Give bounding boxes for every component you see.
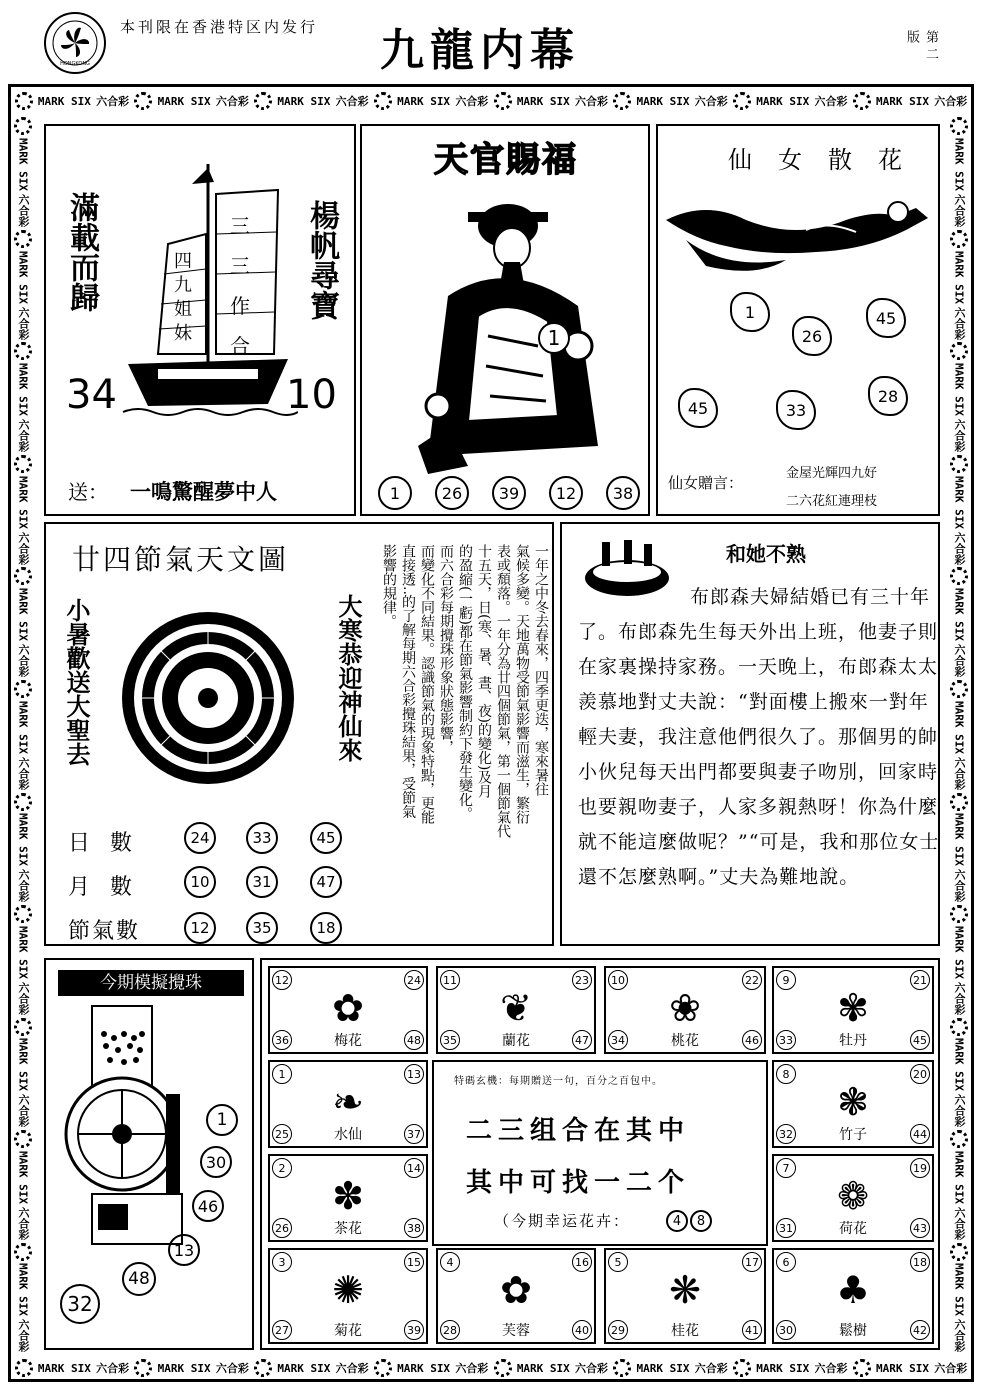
mark-six-text: MARK SIX [952, 700, 966, 754]
solar-right-verse: 大寒恭迎神仙來 [334, 594, 363, 762]
mark-six-cn-text: 六合彩 [934, 1362, 968, 1375]
flower-ornament-icon [950, 905, 968, 923]
mark-six-cn-text: 六合彩 [215, 1362, 249, 1375]
draw-ball: 32 [60, 1284, 100, 1324]
mark-six-cn-text: 六合彩 [953, 1319, 966, 1353]
draw-ball: 30 [200, 1146, 232, 1178]
page-title: 九龍内幕 [380, 25, 580, 76]
distribution-note: 本刊限在香港特区内发行 [120, 18, 319, 36]
flower-number: 18 [910, 1252, 930, 1272]
sail-char: 四 [174, 251, 192, 272]
flower-cell [268, 1154, 428, 1242]
flower-number: 31 [776, 1218, 796, 1238]
mark-six-cn-text: 六合彩 [953, 1206, 966, 1240]
flower-number: 26 [272, 1218, 292, 1238]
flower-ornament-icon [950, 1018, 968, 1036]
flower-cell [772, 1060, 934, 1148]
flower-number: 43 [910, 1218, 930, 1238]
flower-number: 23 [572, 970, 592, 990]
flower-number: 36 [272, 1030, 292, 1050]
flower-number: 35 [440, 1030, 460, 1050]
flower-ornament-icon [14, 455, 32, 473]
flower-ornament-icon [15, 1359, 33, 1377]
mark-six-cn-text: 六合彩 [17, 981, 30, 1015]
draw-ball: 46 [192, 1190, 224, 1222]
god-title: 天官賜福 [434, 140, 578, 180]
mark-six-cn-text: 六合彩 [17, 531, 30, 565]
sail-char: 三 [230, 214, 250, 238]
riddle-note: 特碼玄機：每期贈送一句，百分之百包中。 [454, 1076, 663, 1087]
mark-six-text: MARK SIX [636, 1361, 690, 1375]
mark-six-cn-text: 六合彩 [17, 1319, 30, 1353]
flower-ornament-icon [733, 1359, 751, 1377]
edition-label: 第二版 [904, 30, 938, 64]
ship-number-left: 34 [66, 372, 117, 418]
mark-six-cn-text: 六合彩 [17, 194, 30, 228]
flower-number: 39 [404, 1320, 424, 1340]
lottery-machine-icon [62, 1004, 202, 1254]
flower-number: 2 [272, 1158, 292, 1178]
fairy-panel [656, 124, 940, 516]
flower-number: 11 [440, 970, 460, 990]
flower-ornament-icon [950, 680, 968, 698]
flower-ornament-icon [374, 92, 392, 110]
flower-number: 46 [742, 1030, 762, 1050]
flower-ornament-icon [950, 1243, 968, 1261]
flower-icon: ❃ [837, 1080, 869, 1124]
flower-ornament-icon [613, 1359, 631, 1377]
fairy-number: 28 [868, 376, 908, 416]
flower-cell [268, 1248, 428, 1344]
flower-number: 29 [608, 1320, 628, 1340]
flying-fairy-icon [666, 190, 932, 280]
flower-ornament-icon [950, 117, 968, 135]
flower-cell [604, 1248, 766, 1344]
flower-ornament-icon [733, 92, 751, 110]
god-number: 12 [549, 476, 583, 510]
flower-ornament-icon [14, 342, 32, 360]
mark-six-text: MARK SIX [16, 138, 30, 192]
flower-icon: ✾ [837, 986, 869, 1030]
flower-ornament-icon [494, 1359, 512, 1377]
mark-six-cn-text: 六合彩 [335, 95, 369, 108]
mark-six-text: MARK SIX [952, 1263, 966, 1317]
page-header [0, 0, 982, 80]
mark-six-text: MARK SIX [16, 1150, 30, 1204]
mark-six-cn-text: 六合彩 [17, 419, 30, 453]
god-number: 26 [435, 476, 469, 510]
fairy-number: 33 [776, 390, 816, 430]
flower-number: 45 [910, 1030, 930, 1050]
solar-row-label: 月數 [68, 875, 153, 900]
flower-icon: ❦ [500, 986, 532, 1030]
mark-six-cn-text: 六合彩 [953, 306, 966, 340]
flower-number: 1 [272, 1064, 292, 1084]
mark-six-text: MARK SIX [277, 94, 331, 108]
center-riddle-box [432, 1060, 768, 1246]
mark-six-text: MARK SIX [397, 94, 451, 108]
mark-six-cn-text: 六合彩 [17, 1094, 30, 1128]
flower-number: 12 [272, 970, 292, 990]
flower-ornament-icon [14, 1130, 32, 1148]
solar-title: 廿四節氣天文圖 [72, 543, 290, 576]
mark-six-text: MARK SIX [157, 1361, 211, 1375]
mark-six-cn-text: 六合彩 [953, 194, 966, 228]
mark-six-text: MARK SIX [952, 250, 966, 304]
flower-number: 10 [608, 970, 628, 990]
flower-ornament-icon [950, 567, 968, 585]
flower-number: 48 [404, 1030, 424, 1050]
ship-number-right: 10 [286, 372, 337, 418]
heavenly-official-icon [408, 186, 608, 476]
flower-number: 28 [440, 1320, 460, 1340]
sail-char: 九 [174, 275, 192, 296]
flower-name: 菊花 [334, 1323, 362, 1339]
sail-char: 姐 [174, 299, 192, 320]
mark-six-cn-text: 六合彩 [17, 756, 30, 790]
fairy-line: 金屋光輝四九好 [786, 466, 878, 481]
flower-number: 5 [608, 1252, 628, 1272]
mark-six-cn-text: 六合彩 [575, 95, 609, 108]
mark-six-text: MARK SIX [952, 363, 966, 417]
bauhinia-logo-icon [44, 12, 106, 74]
solar-number: 33 [246, 822, 278, 854]
flower-number: 47 [572, 1030, 592, 1050]
flower-ornament-icon [950, 1130, 968, 1148]
flower-ornament-icon [950, 342, 968, 360]
mark-six-cn-text: 六合彩 [17, 1206, 30, 1240]
ship-left-verse: 滿載而歸 [64, 192, 99, 312]
draw-panel [44, 958, 254, 1350]
flower-ornament-icon [254, 92, 272, 110]
mark-six-strip-right [948, 116, 970, 1354]
flower-cell [268, 1060, 428, 1148]
lucky-number: 8 [690, 1210, 712, 1232]
ship-panel [44, 124, 356, 516]
story-text: 布郎森夫婦結婚已有三十年了。布郎森先生每天外出上班，他妻子則在家裏操持家務。一天晚上，布郎森太太羨慕地對丈夫說：“對面樓上搬來一對年輕夫妻，我注意他們很久了。那個男的帥小伙兒每天出門都要與妻子吻別，回家時也要親吻妻子，人家多親熱呀！你為什麼就不能這麼做呢？”“可是，我和那位女士還不怎麼熟啊。”丈夫為難地說。 [578, 586, 940, 888]
flower-number: 25 [272, 1124, 292, 1144]
flower-icon: ❁ [837, 1174, 869, 1218]
flower-number: 34 [608, 1030, 628, 1050]
mark-six-cn-text: 六合彩 [814, 95, 848, 108]
mark-six-cn-text: 六合彩 [953, 1094, 966, 1128]
flower-ornament-icon [853, 92, 871, 110]
solar-number: 10 [184, 866, 216, 898]
solar-number: 35 [246, 912, 278, 944]
flower-icon: ♣ [835, 1268, 871, 1312]
svg-text:HONGKONG: HONGKONG [60, 61, 90, 67]
draw-ball: 13 [168, 1234, 200, 1266]
flower-icon: ✽ [332, 1174, 364, 1218]
mark-six-text: MARK SIX [952, 925, 966, 979]
flower-name: 桂花 [671, 1323, 699, 1339]
flower-ornament-icon [15, 92, 33, 110]
mark-six-text: MARK SIX [397, 1361, 451, 1375]
solar-number: 45 [310, 822, 342, 854]
flower-number: 33 [776, 1030, 796, 1050]
flower-number: 30 [776, 1320, 796, 1340]
mark-six-text: MARK SIX [37, 1361, 91, 1375]
mark-six-cn-text: 六合彩 [953, 531, 966, 565]
flower-number: 8 [776, 1064, 796, 1084]
draw-title: 今期模擬攪珠 [58, 970, 244, 996]
flower-ornament-icon [374, 1359, 392, 1377]
flower-number: 17 [742, 1252, 762, 1272]
story-title: 和她不熟 [726, 542, 806, 566]
draw-ball: 1 [206, 1104, 238, 1136]
mark-six-cn-text: 六合彩 [215, 95, 249, 108]
flower-number: 20 [910, 1064, 930, 1084]
flower-number: 14 [404, 1158, 424, 1178]
mark-six-text: MARK SIX [157, 94, 211, 108]
flower-number: 6 [776, 1252, 796, 1272]
flower-cell [772, 966, 934, 1054]
flower-name: 梅花 [334, 1033, 362, 1049]
solar-row-label: 日數 [68, 831, 153, 856]
flower-number: 16 [572, 1252, 592, 1272]
flower-ornament-icon [14, 1018, 32, 1036]
mark-six-strip-bottom [12, 1356, 970, 1380]
solar-wheel-icon [120, 610, 296, 786]
fairy-gift-label: 仙女贈言： [668, 474, 744, 492]
flower-number: 22 [742, 970, 762, 990]
riddle-line: 其中可找一二个 [466, 1168, 691, 1198]
flower-name: 竹子 [839, 1127, 867, 1143]
flower-number: 21 [910, 970, 930, 990]
flower-ornament-icon [14, 680, 32, 698]
flower-ornament-icon [14, 117, 32, 135]
flower-ornament-icon [134, 1359, 152, 1377]
flower-ornament-icon [14, 1243, 32, 1261]
flower-ornament-icon [613, 92, 631, 110]
flower-number: 41 [742, 1320, 762, 1340]
solar-number: 12 [184, 912, 216, 944]
mark-six-text: MARK SIX [876, 94, 929, 108]
flower-name: 茶花 [334, 1221, 362, 1237]
mark-six-text: MARK SIX [516, 1361, 570, 1375]
mark-six-text: MARK SIX [16, 363, 30, 417]
flower-cell [772, 1248, 934, 1344]
mark-six-text: MARK SIX [876, 1361, 929, 1375]
flower-name: 桃花 [671, 1033, 699, 1049]
mark-six-cn-text: 六合彩 [455, 1362, 489, 1375]
fairy-number: 1 [730, 292, 770, 332]
god-number: 1 [378, 476, 412, 510]
lucky-number: 4 [666, 1210, 688, 1232]
flower-number: 4 [440, 1252, 460, 1272]
flower-icon: ❀ [669, 986, 701, 1030]
flower-ornament-icon [853, 1359, 871, 1377]
god-number: 38 [606, 476, 640, 510]
fairy-number: 45 [866, 298, 906, 338]
fairy-number: 45 [678, 388, 718, 428]
mark-six-cn-text: 六合彩 [953, 981, 966, 1015]
flower-ornament-icon [134, 92, 152, 110]
mark-six-cn-text: 六合彩 [953, 756, 966, 790]
mark-six-cn-text: 六合彩 [17, 869, 30, 903]
flower-number: 32 [776, 1124, 796, 1144]
mark-six-cn-text: 六合彩 [575, 1362, 609, 1375]
flower-icon: ✿ [332, 986, 364, 1030]
solar-row-label: 節氣數 [68, 919, 141, 944]
flower-number: 7 [776, 1158, 796, 1178]
flower-cell [436, 966, 596, 1054]
solar-left-verse: 小暑歡送大聖去 [62, 598, 91, 766]
god-numbers [378, 476, 640, 510]
mark-six-text: MARK SIX [16, 1263, 30, 1317]
fairy-number: 26 [792, 316, 832, 356]
mark-six-text: MARK SIX [37, 94, 91, 108]
flower-icon: ❧ [332, 1080, 364, 1124]
flower-cell [436, 1248, 596, 1344]
gift-text: 一鳴驚醒夢中人 [130, 479, 277, 504]
mark-six-text: MARK SIX [16, 813, 30, 867]
flower-number: 3 [272, 1252, 292, 1272]
flower-cell [268, 966, 428, 1054]
mark-six-cn-text: 六合彩 [96, 1362, 130, 1375]
flower-ornament-icon [494, 92, 512, 110]
flower-ornament-icon [950, 230, 968, 248]
solar-number: 47 [310, 866, 342, 898]
mark-six-text: MARK SIX [952, 1150, 966, 1204]
gift-label: 送： [68, 480, 108, 504]
sail-char: 妹 [174, 323, 192, 344]
mark-six-cn-text: 六合彩 [814, 1362, 848, 1375]
fairy-line: 二六花紅連理枝 [786, 494, 878, 509]
mark-six-text: MARK SIX [952, 588, 966, 642]
mark-six-text: MARK SIX [16, 925, 30, 979]
solar-text: 一年之中冬去春來，四季更迭，寒來暑往 氣候多變。天地萬物受節氣影響而滋生，繁衍 表或頹落。一年分為廿四個節氣，第一個節氣代 十五天，日(寒、暑、晝、夜)的變化)及月 的盈縮(一虧)都在節氣影響制約下發生變化。 而六合彩每期攪珠形象狀態影響， 而變化不同結果。認識節氣的現象特點，更能 直接透..的了解每期六合彩攪珠結果，受節氣 影響的規律。 [381, 544, 549, 838]
mark-six-text: MARK SIX [16, 475, 30, 529]
sail-char: 三 [230, 254, 250, 278]
mark-six-text: MARK SIX [16, 588, 30, 642]
solar-number: 24 [184, 822, 216, 854]
flower-number: 9 [776, 970, 796, 990]
flower-name: 芙蓉 [502, 1323, 530, 1339]
mark-six-text: MARK SIX [952, 813, 966, 867]
mark-six-cn-text: 六合彩 [953, 644, 966, 678]
flower-ornament-icon [14, 567, 32, 585]
flower-name: 荷花 [839, 1221, 867, 1237]
mark-six-strip-top [12, 88, 970, 114]
flower-ornament-icon [14, 905, 32, 923]
flower-number: 19 [910, 1158, 930, 1178]
flower-number: 38 [404, 1218, 424, 1238]
mark-six-text: MARK SIX [16, 1038, 30, 1092]
god-number: 39 [492, 476, 526, 510]
mark-six-cn-text: 六合彩 [96, 95, 130, 108]
mark-six-cn-text: 六合彩 [953, 869, 966, 903]
ship-right-verse: 楊帆尋寶 [304, 200, 339, 320]
flower-number: 27 [272, 1320, 292, 1340]
mark-six-text: MARK SIX [756, 1361, 810, 1375]
mark-six-text: MARK SIX [277, 1361, 331, 1375]
flower-name: 鬆樹 [839, 1323, 867, 1339]
flower-icon: ✺ [332, 1268, 364, 1312]
flower-ornament-icon [14, 230, 32, 248]
flower-name: 水仙 [334, 1127, 362, 1143]
mark-six-cn-text: 六合彩 [17, 644, 30, 678]
flower-number: 37 [404, 1124, 424, 1144]
mark-six-cn-text: 六合彩 [934, 95, 968, 108]
solar-terms-panel [44, 522, 554, 946]
mark-six-cn-text: 六合彩 [953, 419, 966, 453]
mark-six-text: MARK SIX [952, 1038, 966, 1092]
sail-char: 作 [230, 294, 250, 318]
flower-name: 牡丹 [839, 1033, 867, 1049]
god-badge: 1 [538, 322, 570, 354]
mark-six-text: MARK SIX [756, 94, 810, 108]
mark-six-cn-text: 六合彩 [694, 95, 728, 108]
flower-ornament-icon [14, 793, 32, 811]
junk-ship-icon [118, 154, 298, 424]
lucky-note: （今期幸运花卉： [494, 1212, 631, 1230]
mark-six-text: MARK SIX [16, 700, 30, 754]
flower-icon: ❋ [669, 1268, 701, 1312]
flower-number: 44 [910, 1124, 930, 1144]
mark-six-text: MARK SIX [16, 250, 30, 304]
flower-ornament-icon [254, 1359, 272, 1377]
flower-cell [604, 966, 766, 1054]
mark-six-text: MARK SIX [952, 138, 966, 192]
flower-icon: ✿ [500, 1268, 532, 1312]
mark-six-cn-text: 六合彩 [455, 95, 489, 108]
mark-six-text: MARK SIX [636, 94, 690, 108]
flower-cell [772, 1154, 934, 1242]
flower-ornament-icon [950, 455, 968, 473]
mark-six-cn-text: 六合彩 [335, 1362, 369, 1375]
fairy-title: 仙女散花 [728, 146, 928, 174]
flower-number: 40 [572, 1320, 592, 1340]
sail-char: 合 [230, 334, 250, 358]
riddle-line: 二三组合在其中 [466, 1116, 691, 1146]
solar-number: 18 [310, 912, 342, 944]
mark-six-strip-left [12, 116, 34, 1354]
mark-six-text: MARK SIX [952, 475, 966, 529]
god-panel [360, 124, 650, 516]
flower-ornament-icon [950, 793, 968, 811]
flower-number: 24 [404, 970, 424, 990]
flower-number: 15 [404, 1252, 424, 1272]
solar-number: 31 [246, 866, 278, 898]
mark-six-cn-text: 六合彩 [17, 306, 30, 340]
draw-ball: 48 [122, 1262, 156, 1296]
flower-number: 42 [910, 1320, 930, 1340]
flower-number: 13 [404, 1064, 424, 1084]
mark-six-cn-text: 六合彩 [694, 1362, 728, 1375]
flower-name: 蘭花 [502, 1033, 530, 1049]
mark-six-text: MARK SIX [516, 94, 570, 108]
